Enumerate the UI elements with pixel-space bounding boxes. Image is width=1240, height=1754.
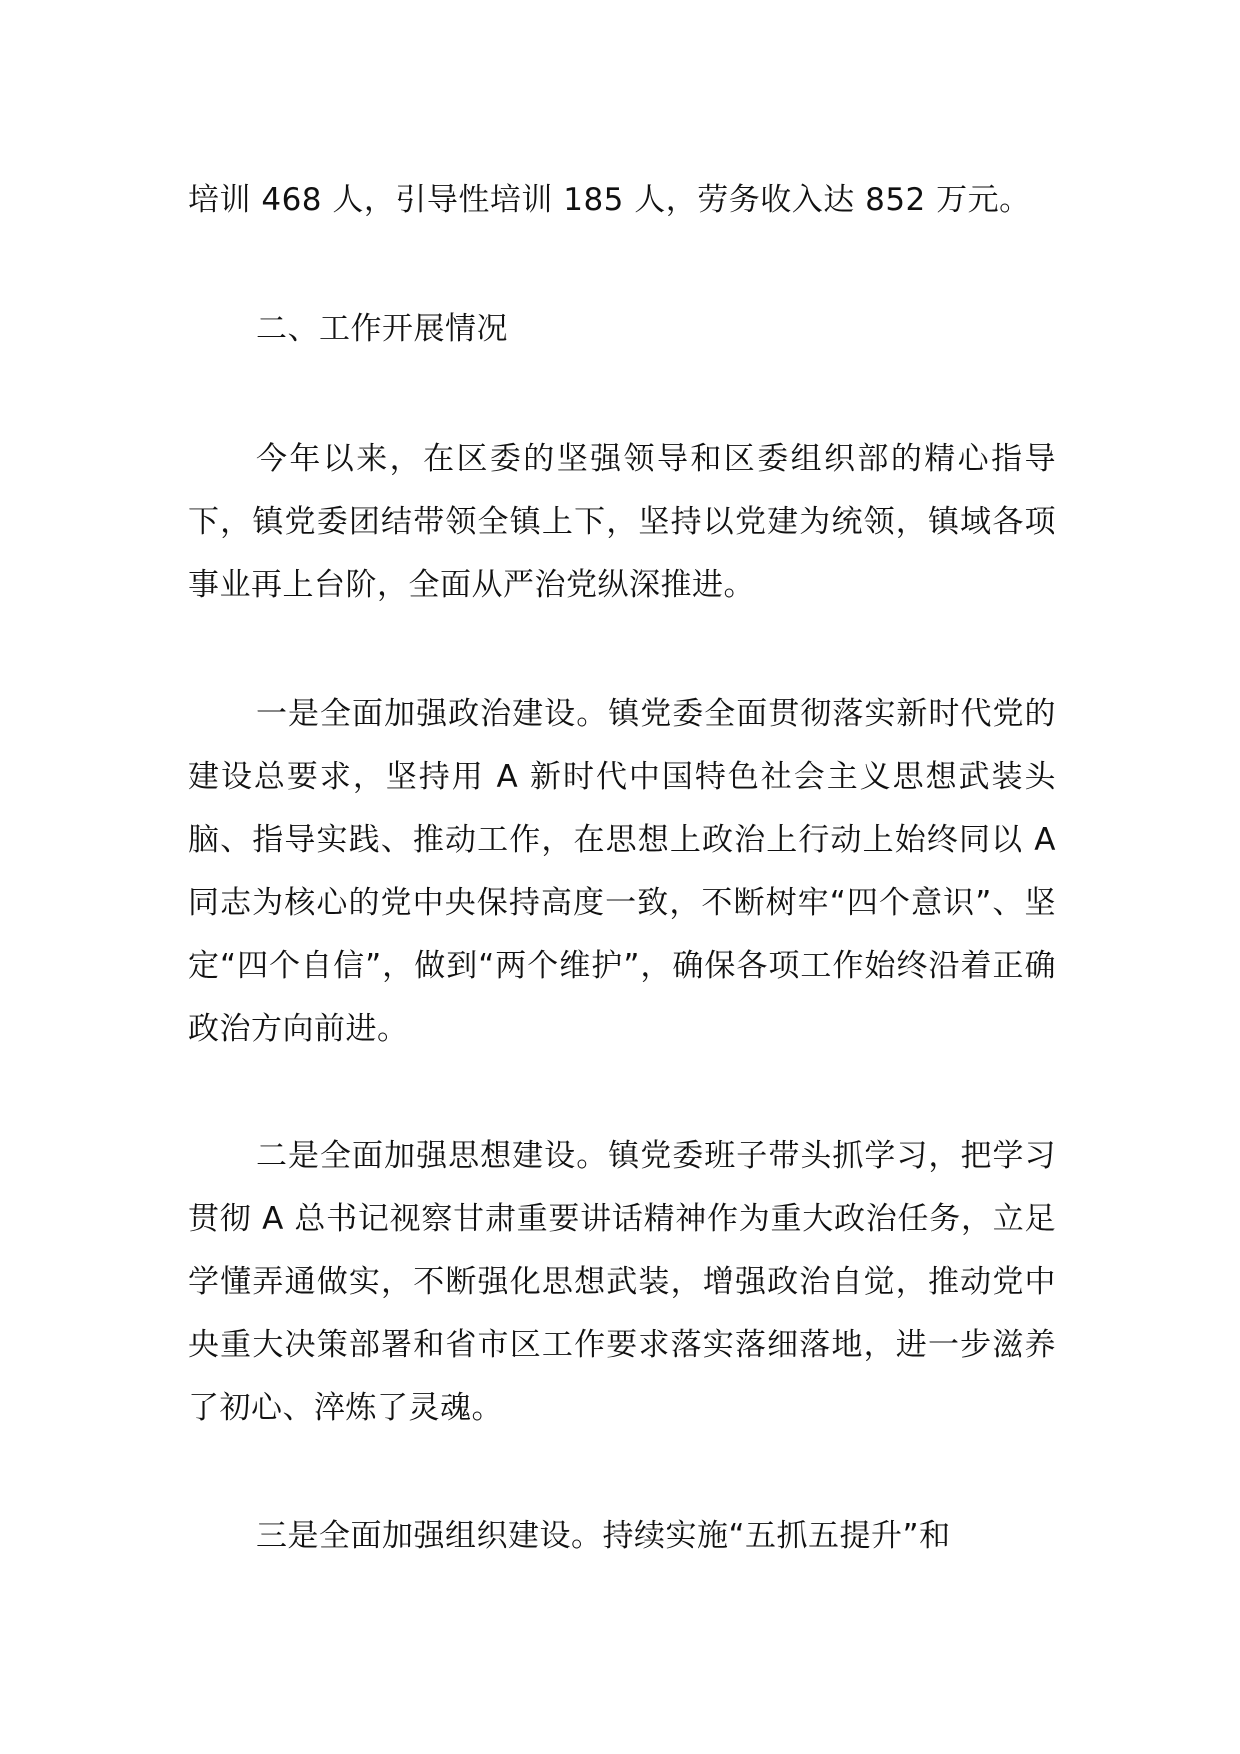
paragraph-overview: 今年以来，在区委的坚强领导和区委组织部的精心指导下，镇党委团结带领全镇上下，坚持以党建为统领，镇域各项事业再上台阶，全面从严治党纵深推进。 (188, 441, 1056, 603)
paragraph-ideological-construction: 二是全面加强思想建设。镇党委班子带头抓学习，把学习贯彻 A 总书记视察甘肃重要讲话精神作为重大政治任务，立足学懂弄通做实，不断强化思想武装，增强政治自觉，推动党中央重大决策部署和省市区工作要求落实落细落地，进一步滋养了初心、淬炼了灵魂。 (188, 1138, 1056, 1426)
paragraph-intro-tail: 培训 468 人，引导性培训 185 人，劳务收入达 852 万元。 (188, 182, 1031, 218)
paragraph-political-construction: 一是全面加强政治建设。镇党委全面贯彻落实新时代党的建设总要求，坚持用 A 新时代中国特色社会主义思想武装头脑、指导实践、推动工作，在思想上政治上行动上始终同以 A 同志为核心的党中央保持高度一致，不断树牢“四个意识”、坚定“四个自信”，做到“两个维护”，确保各项工作始终沿着正确政治方向前进。 (188, 696, 1056, 1047)
paragraph-organizational-construction: 三是全面加强组织建设。持续实施“五抓五提升”和 (256, 1518, 951, 1554)
section-heading: 二、工作开展情况 (256, 311, 508, 347)
